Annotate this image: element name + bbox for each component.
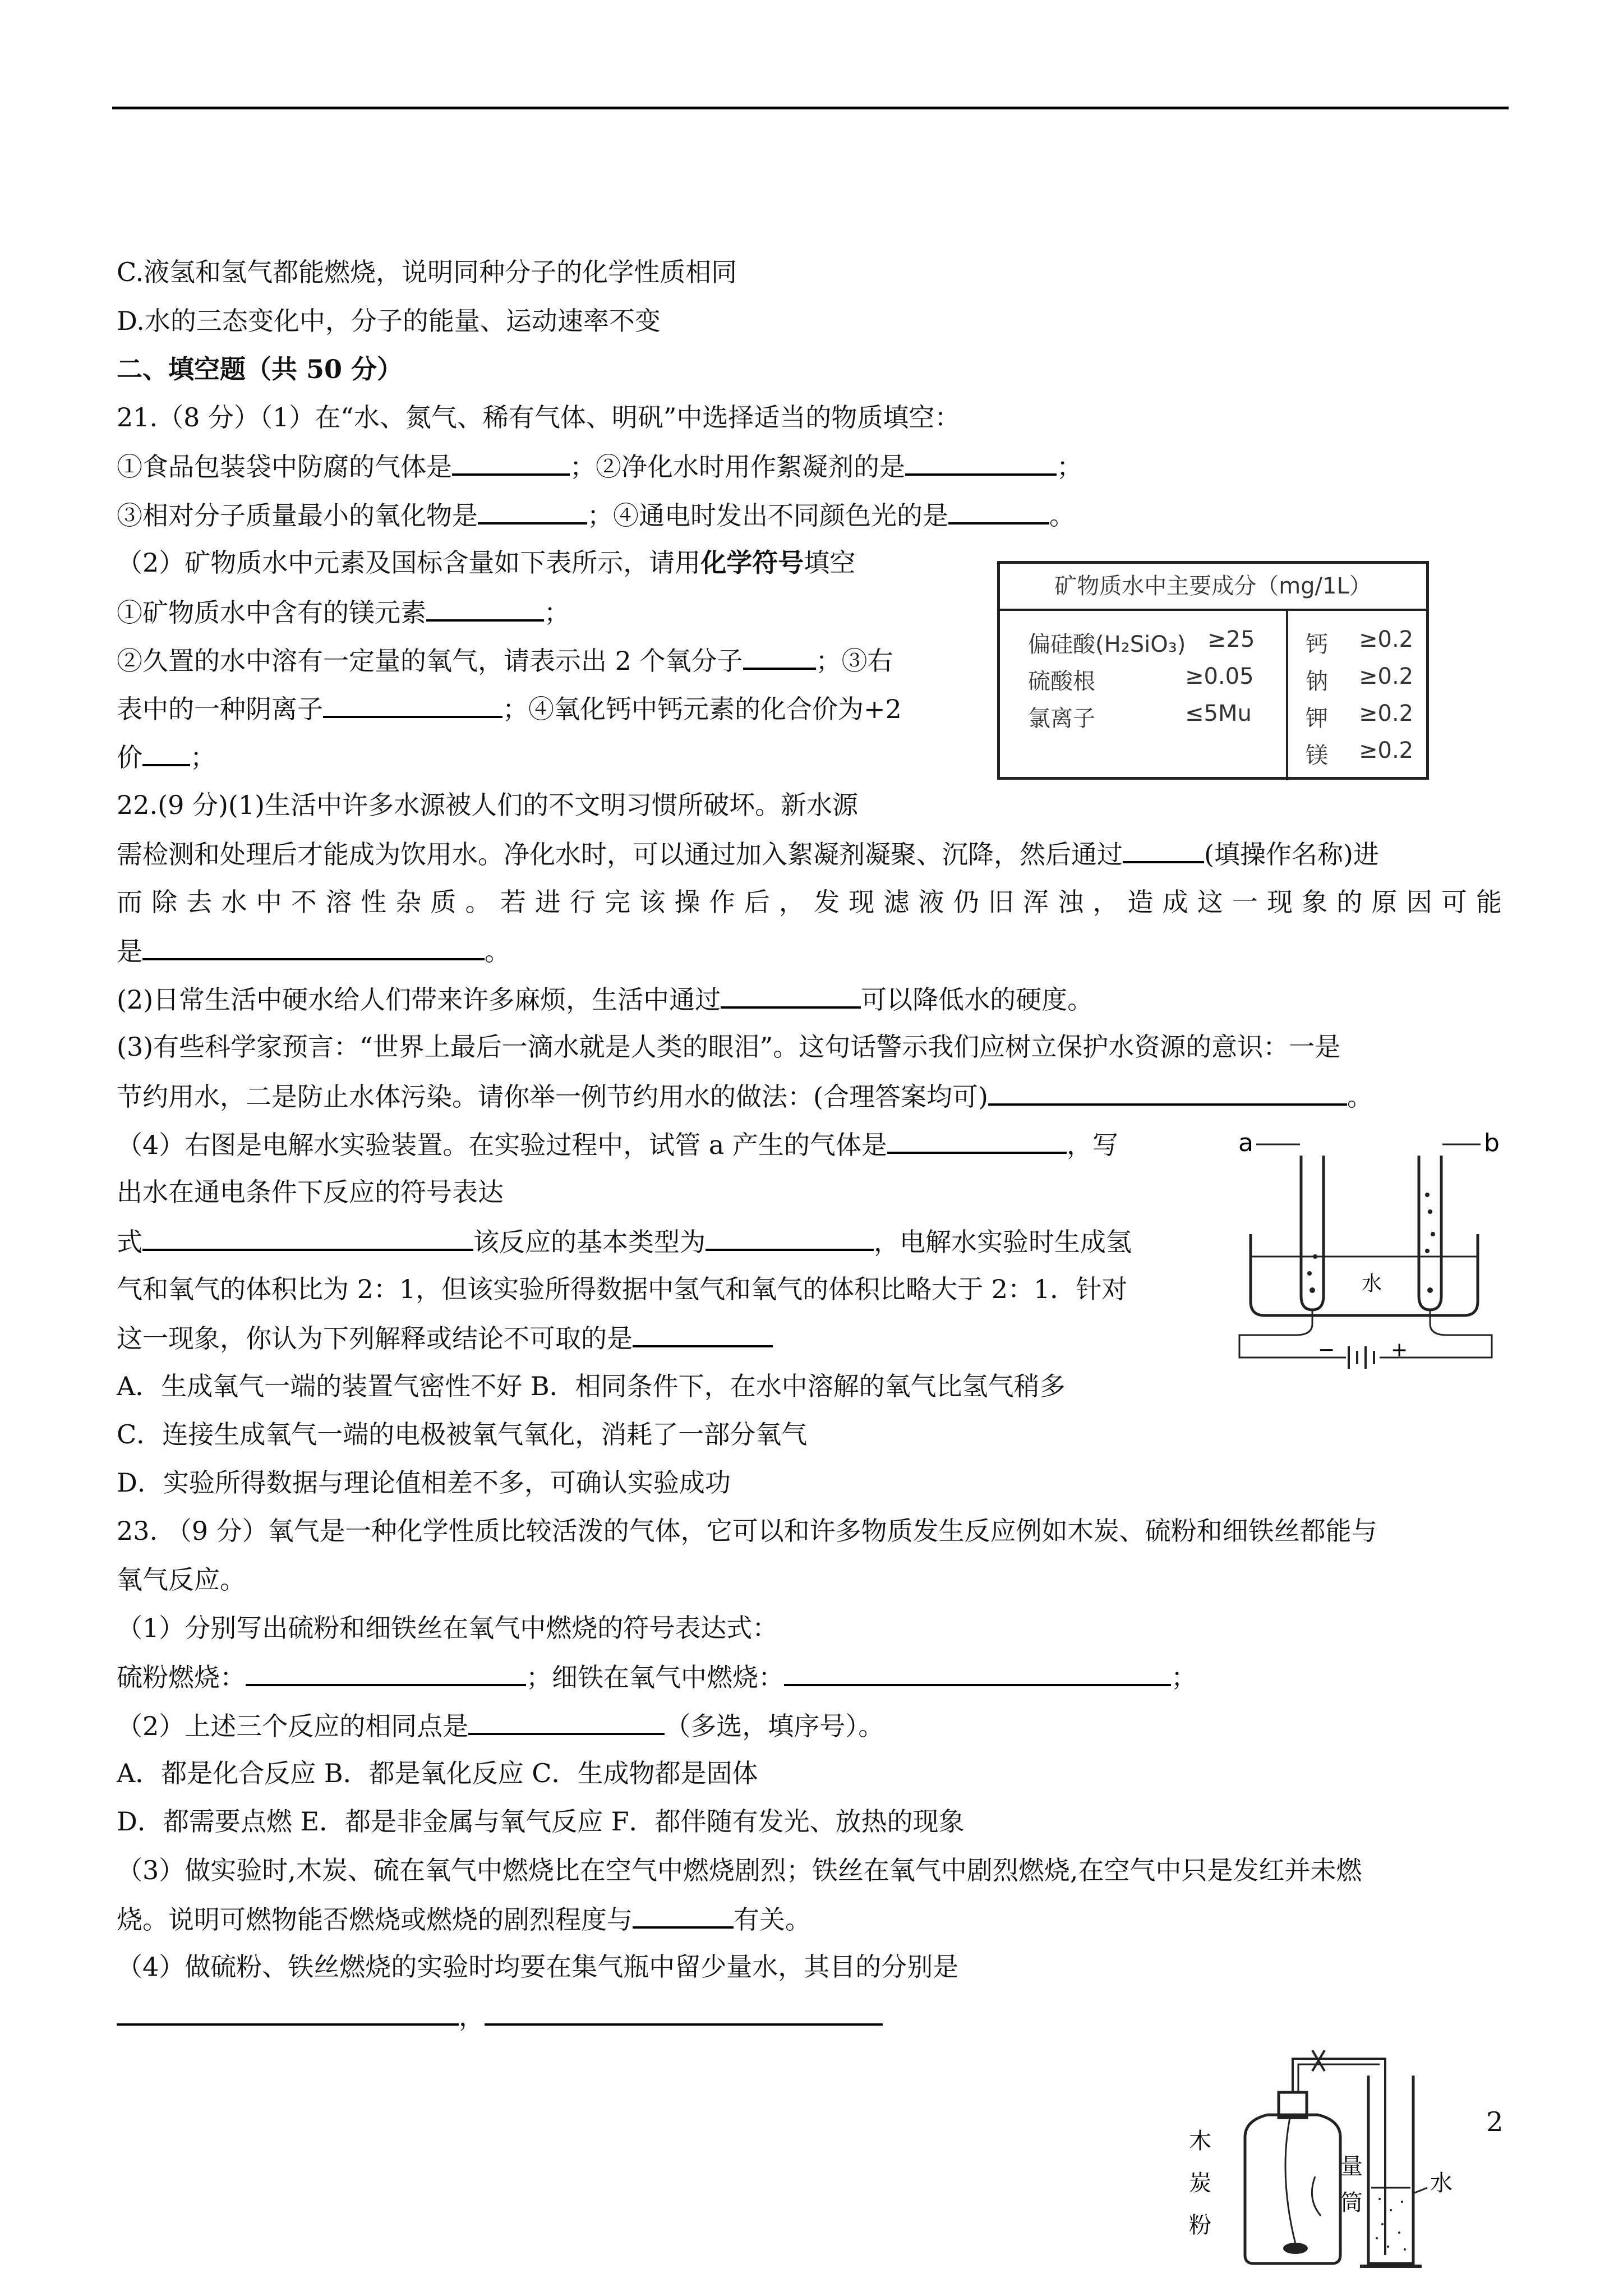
q23-part4-blanks: ， xyxy=(117,1999,883,2033)
q21-line6: 价 ； xyxy=(117,739,216,774)
q22-line6: 节约用水，二是防止水体污染。请你举一例节约用水的做法：(合理答案均可) 。 xyxy=(117,1079,1373,1114)
page-number: 2 xyxy=(1486,2106,1504,2138)
answer-blank[interactable] xyxy=(142,933,485,960)
table-cell: 硫酸根 xyxy=(1028,669,1095,694)
q23-part1: （1）分别写出硫粉和细铁丝在氧气中燃烧的符号表达式： xyxy=(117,1613,778,1643)
q21-line1: ①食品包装袋中防腐的气体是 ；②净化水时用作絮凝剂的是 ； xyxy=(117,449,1082,484)
table-cell: 镁 xyxy=(1306,743,1328,769)
answer-blank[interactable] xyxy=(323,691,502,718)
answer-blank[interactable] xyxy=(905,449,1057,476)
table-cell: 钾 xyxy=(1306,706,1328,731)
mineral-water-table xyxy=(997,561,1429,780)
q23-options-def: D．都需要点燃 E．都是非金属与氧气反应 F．都伴随有发光、放热的现象 xyxy=(117,1806,965,1837)
q23-stem: 23. （9 分）氧气是一种化学性质比较活泼的气体，它可以和许多物质发生反应例如木炭、硫粉和细铁丝都能与 xyxy=(117,1516,1377,1546)
answer-blank[interactable] xyxy=(948,498,1049,524)
q22-option-ab: A．生成氧气一端的装置气密性不好 B．相同条件下，在水中溶解的氧气比氢气稍多 xyxy=(117,1371,1066,1401)
table-cell: ≥0.05 xyxy=(1185,664,1254,689)
q23-stem-cont: 氧气反应。 xyxy=(117,1565,246,1595)
answer-blank[interactable] xyxy=(721,982,861,1009)
table-divider xyxy=(1286,609,1288,780)
q22-stem: 22.(9 分)(1)生活中许多水源被人们的不文明习惯所破坏。新水源 xyxy=(117,790,859,820)
q22-line8: 出水在通电条件下反应的符号表达 xyxy=(117,1177,504,1207)
q21-line2: ③相对分子质量最小的氧化物是 ；④通电时发出不同颜色光的是 。 xyxy=(117,498,1075,532)
q23-part3-cont: 烧。说明可燃物能否燃烧或燃烧的剧烈程度与 有关。 xyxy=(117,1902,811,1936)
q21-stem: 21.（8 分）（1）在“水、氮气、稀有气体、明矾”中选择适当的物质填空： xyxy=(117,402,961,432)
water-label: 水 xyxy=(1430,2170,1453,2196)
charcoal-label-2: 炭 xyxy=(1189,2170,1211,2196)
answer-blank[interactable] xyxy=(246,1659,526,1686)
table-cell: 氯离子 xyxy=(1028,706,1095,731)
minus-sign: − xyxy=(1318,1338,1335,1361)
answer-blank[interactable] xyxy=(1123,836,1204,863)
table-cell: ≥0.2 xyxy=(1359,664,1414,689)
header-rule xyxy=(112,107,1509,109)
option-c-q20: C.液氢和氢气都能燃烧，说明同种分子的化学性质相同 xyxy=(117,257,737,287)
q21-line3: ①矿物质水中含有的镁元素 ； xyxy=(117,595,570,629)
q22-option-c: C．连接生成氧气一端的电极被氧气氧化，消耗了一部分氧气 xyxy=(117,1419,808,1450)
q22-line9: 式 该反应的基本类型为 ，电解水实验时生成氢 xyxy=(117,1224,1132,1259)
charcoal-label-1: 木 xyxy=(1189,2128,1211,2154)
answer-blank[interactable] xyxy=(784,1659,1171,1686)
table-cell: ≤5Mu xyxy=(1185,701,1252,726)
q22-line5: (3)有些科学家预言：“世界上最后一滴水就是人类的眼泪”。这句话警示我们应树立保护水资源的意识：一是 xyxy=(117,1032,1341,1062)
answer-blank[interactable] xyxy=(452,449,570,476)
table-cell: 钙 xyxy=(1306,632,1328,657)
answer-blank[interactable] xyxy=(142,1224,473,1251)
q23-part2: （2）上述三个反应的相同点是 （多选，填序号）。 xyxy=(117,1708,884,1743)
q22-line2: 而除去水中不溶性杂质。若进行完该操作后，发现滤液仍旧浑浊，造成这一现象的原因可能 xyxy=(117,887,1502,917)
q23-part3: （3）做实验时,木炭、硫在氧气中燃烧比在空气中燃烧剧烈；铁丝在氧气中剧烈燃烧,在空气中只是发红并未燃 xyxy=(117,1855,1362,1885)
answer-blank[interactable] xyxy=(468,1708,665,1735)
q23-part4: （4）做硫粉、铁丝燃烧的实验时均要在集气瓶中留少量水，其目的分别是 xyxy=(117,1952,959,1982)
table-cell: 钠 xyxy=(1306,669,1328,694)
q22-line10: 气和氧气的体积比为 2：1，但该实验所得数据中氢气和氧气的体积比略大于 2：1．针对 xyxy=(117,1274,1128,1304)
answer-blank[interactable] xyxy=(117,1999,459,2026)
tube-b-label: b xyxy=(1484,1129,1500,1157)
answer-blank[interactable] xyxy=(633,1902,734,1929)
q22-line7: （4）右图是电解水实验装置。在实验过程中，试管 a 产生的气体是 ，写 xyxy=(117,1127,1118,1162)
q21-part2-stem: （2）矿物质水中元素及国标含量如下表所示，请用化学符号填空 xyxy=(117,547,856,578)
section-heading: 二、填空题（共 50 分） xyxy=(117,354,403,384)
q22-line3: 是 。 xyxy=(117,933,510,968)
electrolysis-apparatus-figure xyxy=(1234,1122,1503,1369)
water-label: 水 xyxy=(1362,1272,1382,1295)
q21-line4: ②久置的水中溶有一定量的氧气，请表示出 2 个氧分子 ；③右 xyxy=(117,643,893,678)
table-cell: ≥25 xyxy=(1207,627,1255,652)
answer-blank[interactable] xyxy=(887,1127,1067,1154)
q22-line4: (2)日常生活中硬水给人们带来许多麻烦，生活中通过 可以降低水的硬度。 xyxy=(117,982,1093,1016)
cylinder-label-1: 量 xyxy=(1340,2154,1363,2179)
table-cell: ≥0.2 xyxy=(1359,627,1414,652)
answer-blank[interactable] xyxy=(142,739,190,766)
q21-line5: 表中的一种阴离子 ；④氧化钙中钙元素的化合价为+2 xyxy=(117,691,902,726)
cylinder-label-2: 筒 xyxy=(1340,2190,1363,2216)
q22-line1: 需检测和处理后才能成为饮用水。净化水时，可以通过加入絮凝剂凝聚、沉降，然后通过 (填操作名称)进 xyxy=(117,836,1379,871)
answer-blank[interactable] xyxy=(633,1320,773,1347)
table-title: 矿物质水中主要成分（mg/1L） xyxy=(1000,564,1426,611)
q22-line11: 这一现象，你认为下列解释或结论不可取的是 xyxy=(117,1320,773,1355)
q23-options-abc: A．都是化合反应 B．都是氧化反应 C．生成物都是固体 xyxy=(117,1758,758,1788)
table-cell: ≥0.2 xyxy=(1359,738,1414,763)
answer-blank[interactable] xyxy=(706,1224,874,1251)
charcoal-combustion-apparatus-figure xyxy=(1178,2008,1481,2272)
answer-blank[interactable] xyxy=(426,595,544,622)
table-cell: ≥0.2 xyxy=(1359,701,1414,726)
charcoal-label-3: 粉 xyxy=(1189,2212,1211,2238)
q23-line1: 硫粉燃烧： ；细铁在氧气中燃烧： ； xyxy=(117,1659,1197,1694)
table-cell: 偏硅酸(H₂SiO₃) xyxy=(1028,632,1186,657)
answer-blank[interactable] xyxy=(485,1999,883,2026)
answer-blank[interactable] xyxy=(988,1079,1347,1106)
answer-blank[interactable] xyxy=(478,498,587,524)
q22-option-d: D．实验所得数据与理论值相差不多，可确认实验成功 xyxy=(117,1467,731,1498)
plus-sign: + xyxy=(1391,1338,1408,1361)
tube-a-label: a xyxy=(1238,1129,1253,1157)
answer-blank[interactable] xyxy=(743,643,816,670)
option-d-q20: D.水的三态变化中，分子的能量、运动速率不变 xyxy=(117,306,661,336)
